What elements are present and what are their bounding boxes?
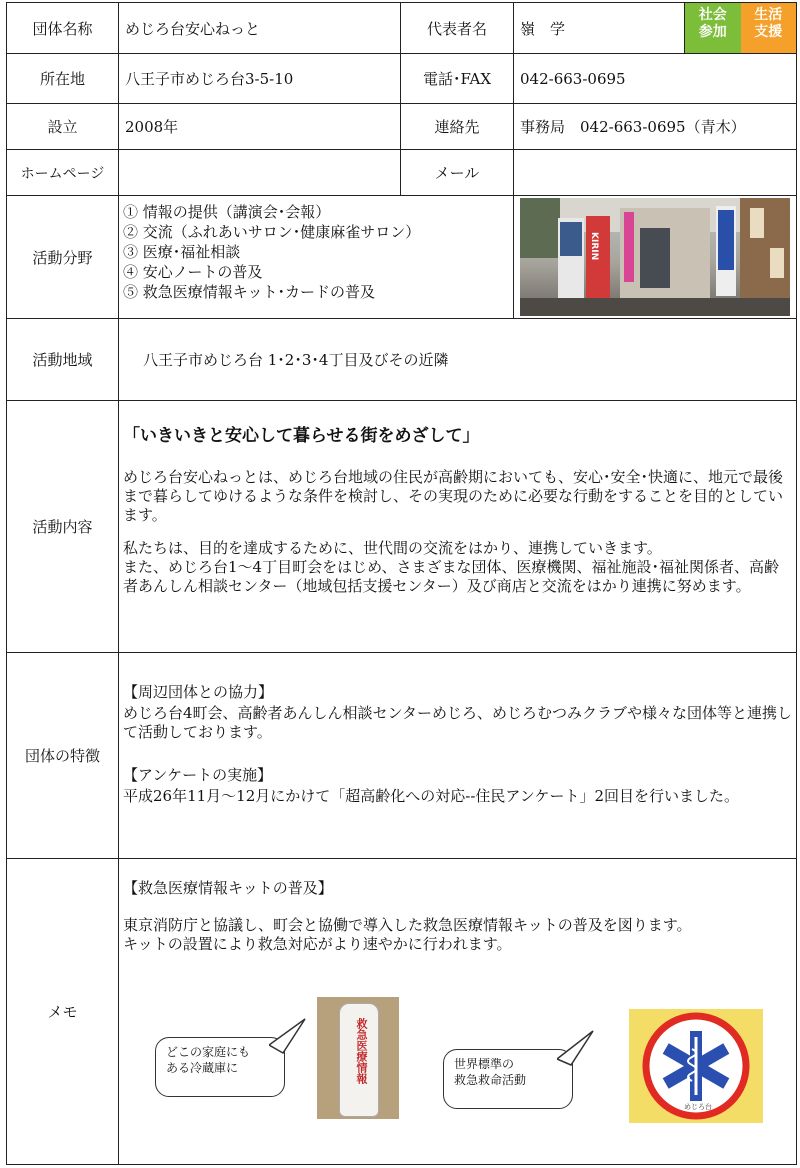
activity-item: ④ 安心ノートの普及 xyxy=(123,263,263,281)
kirin-sign: KIRIN xyxy=(589,232,599,261)
est-value: 2008年 xyxy=(119,104,401,150)
badge-life-line1: 生活 xyxy=(754,7,783,23)
bubble2-tail xyxy=(557,1027,597,1067)
bubble2-line2: 救急救命活動 xyxy=(454,1073,527,1087)
features-section1-text: めじろ台4町会、高齢者あんしん相談センターめじろ、めじろむつみクラブや様々な団体等と連携して活動しております。 xyxy=(123,704,792,741)
emblem-caption: めじろ台 xyxy=(684,1103,712,1111)
badge-social-line2: 参加 xyxy=(698,24,727,40)
hp-label: ホームページ xyxy=(7,150,119,196)
star-of-life-icon xyxy=(629,1009,763,1123)
addr-label: 所在地 xyxy=(7,54,119,104)
activity-item: ⑤ 救急医療情報キット･カードの普及 xyxy=(123,283,375,301)
bubble1-line2: ある冷蔵庫に xyxy=(166,1061,239,1075)
activity-item: ③ 医療･福祉相談 xyxy=(123,243,241,261)
rep-value: 嶺 学 xyxy=(514,3,685,54)
contact-value: 事務局 042-663-0695（青木） xyxy=(514,104,797,150)
mail-value[interactable] xyxy=(514,150,797,196)
activity-field-list xyxy=(119,196,513,302)
bubble2-line1: 世界標準の xyxy=(454,1057,515,1071)
memo-title: 【救急医療情報キットの普及】 xyxy=(123,879,333,897)
mail-label: メール xyxy=(401,150,514,196)
est-label: 設立 xyxy=(7,104,119,150)
speech-bubble-2 xyxy=(443,1049,573,1109)
kit-photo xyxy=(317,997,399,1119)
org-info-table xyxy=(6,2,797,1165)
memo-label: メモ xyxy=(7,859,119,1165)
badge-social xyxy=(685,3,741,53)
tel-label: 電話･FAX xyxy=(401,54,514,104)
rep-label: 代表者名 xyxy=(401,3,514,54)
activity-field-label: 活動分野 xyxy=(7,196,119,319)
org-name-label: 団体名称 xyxy=(7,3,119,54)
tel-value: 042-663-0695 xyxy=(514,54,797,104)
org-name-value: めじろ台安心ねっと xyxy=(119,3,401,54)
features-label: 団体の特徴 xyxy=(7,653,119,859)
memo-paragraph-1: 東京消防庁と協議し、町会と協働で導入した救急医療情報キットの普及を図ります。 xyxy=(123,916,692,934)
activity-field-list-cell xyxy=(119,196,514,319)
area-label: 活動地域 xyxy=(7,319,119,401)
features-section2-text: 平成26年11月～12月にかけて「超高齢化への対応--住民アンケート」2回目を行いました。 xyxy=(123,787,740,805)
content-cell xyxy=(119,401,797,653)
hp-value[interactable] xyxy=(119,150,401,196)
memo-paragraph-2: キットの設置により救急対応がより速やかに行われます。 xyxy=(123,935,512,953)
badge-social-line1: 社会 xyxy=(698,7,727,23)
bubble1-tail xyxy=(269,1015,309,1055)
content-paragraph-3: また、めじろ台1～4丁目町会をはじめ、さまざまな団体、医療機関、福祉施設･福祉関係者、高齢者あんしん相談センター（地域包括支援センター）及び商店と交流をはかり連携に努めます。 xyxy=(123,558,779,595)
activity-item: ① 情報の提供（講演会･会報） xyxy=(123,203,331,221)
addr-value: 八王子市めじろ台3-5-10 xyxy=(119,54,401,104)
bubble1-line1: どこの家庭にも xyxy=(166,1045,251,1059)
features-cell xyxy=(119,653,797,859)
storefront-illustration xyxy=(520,198,790,316)
storefront-photo xyxy=(520,198,790,316)
area-value: 八王子市めじろ台 1･2･3･4丁目及びその近隣 xyxy=(119,319,797,401)
kit-bottle xyxy=(339,1003,379,1117)
features-section1-title: 【周辺団体との協力】 xyxy=(123,683,274,701)
badge-cell xyxy=(685,3,797,54)
activity-item: ② 交流（ふれあいサロン･健康麻雀サロン） xyxy=(123,223,421,241)
speech-bubble-1 xyxy=(155,1037,285,1097)
star-of-life-emblem xyxy=(629,1009,763,1123)
badge-life xyxy=(741,3,797,53)
content-paragraph-2: 私たちは、目的を達成するために、世代間の交流をはかり、連携していきます。 xyxy=(123,539,662,557)
memo-cell xyxy=(119,859,797,1165)
badge-life-line2: 支援 xyxy=(754,24,783,40)
activity-photo-cell xyxy=(514,196,797,319)
content-label: 活動内容 xyxy=(7,401,119,653)
features-section2-title: 【アンケートの実施】 xyxy=(123,766,273,784)
content-heading: 「いきいきと安心して暮らせる街をめざして」 xyxy=(123,426,480,446)
contact-label: 連絡先 xyxy=(401,104,514,150)
kit-bottle-label: 救急医療情報 xyxy=(355,1018,368,1084)
content-paragraph-1: めじろ台安心ねっとは、めじろ台地域の住民が高齢期においても、安心･安全･快適に、地元で最後まで暮らしてゆけるような条件を検討し、その実現のために必要な行動をすることを目的としています。 xyxy=(123,468,784,524)
